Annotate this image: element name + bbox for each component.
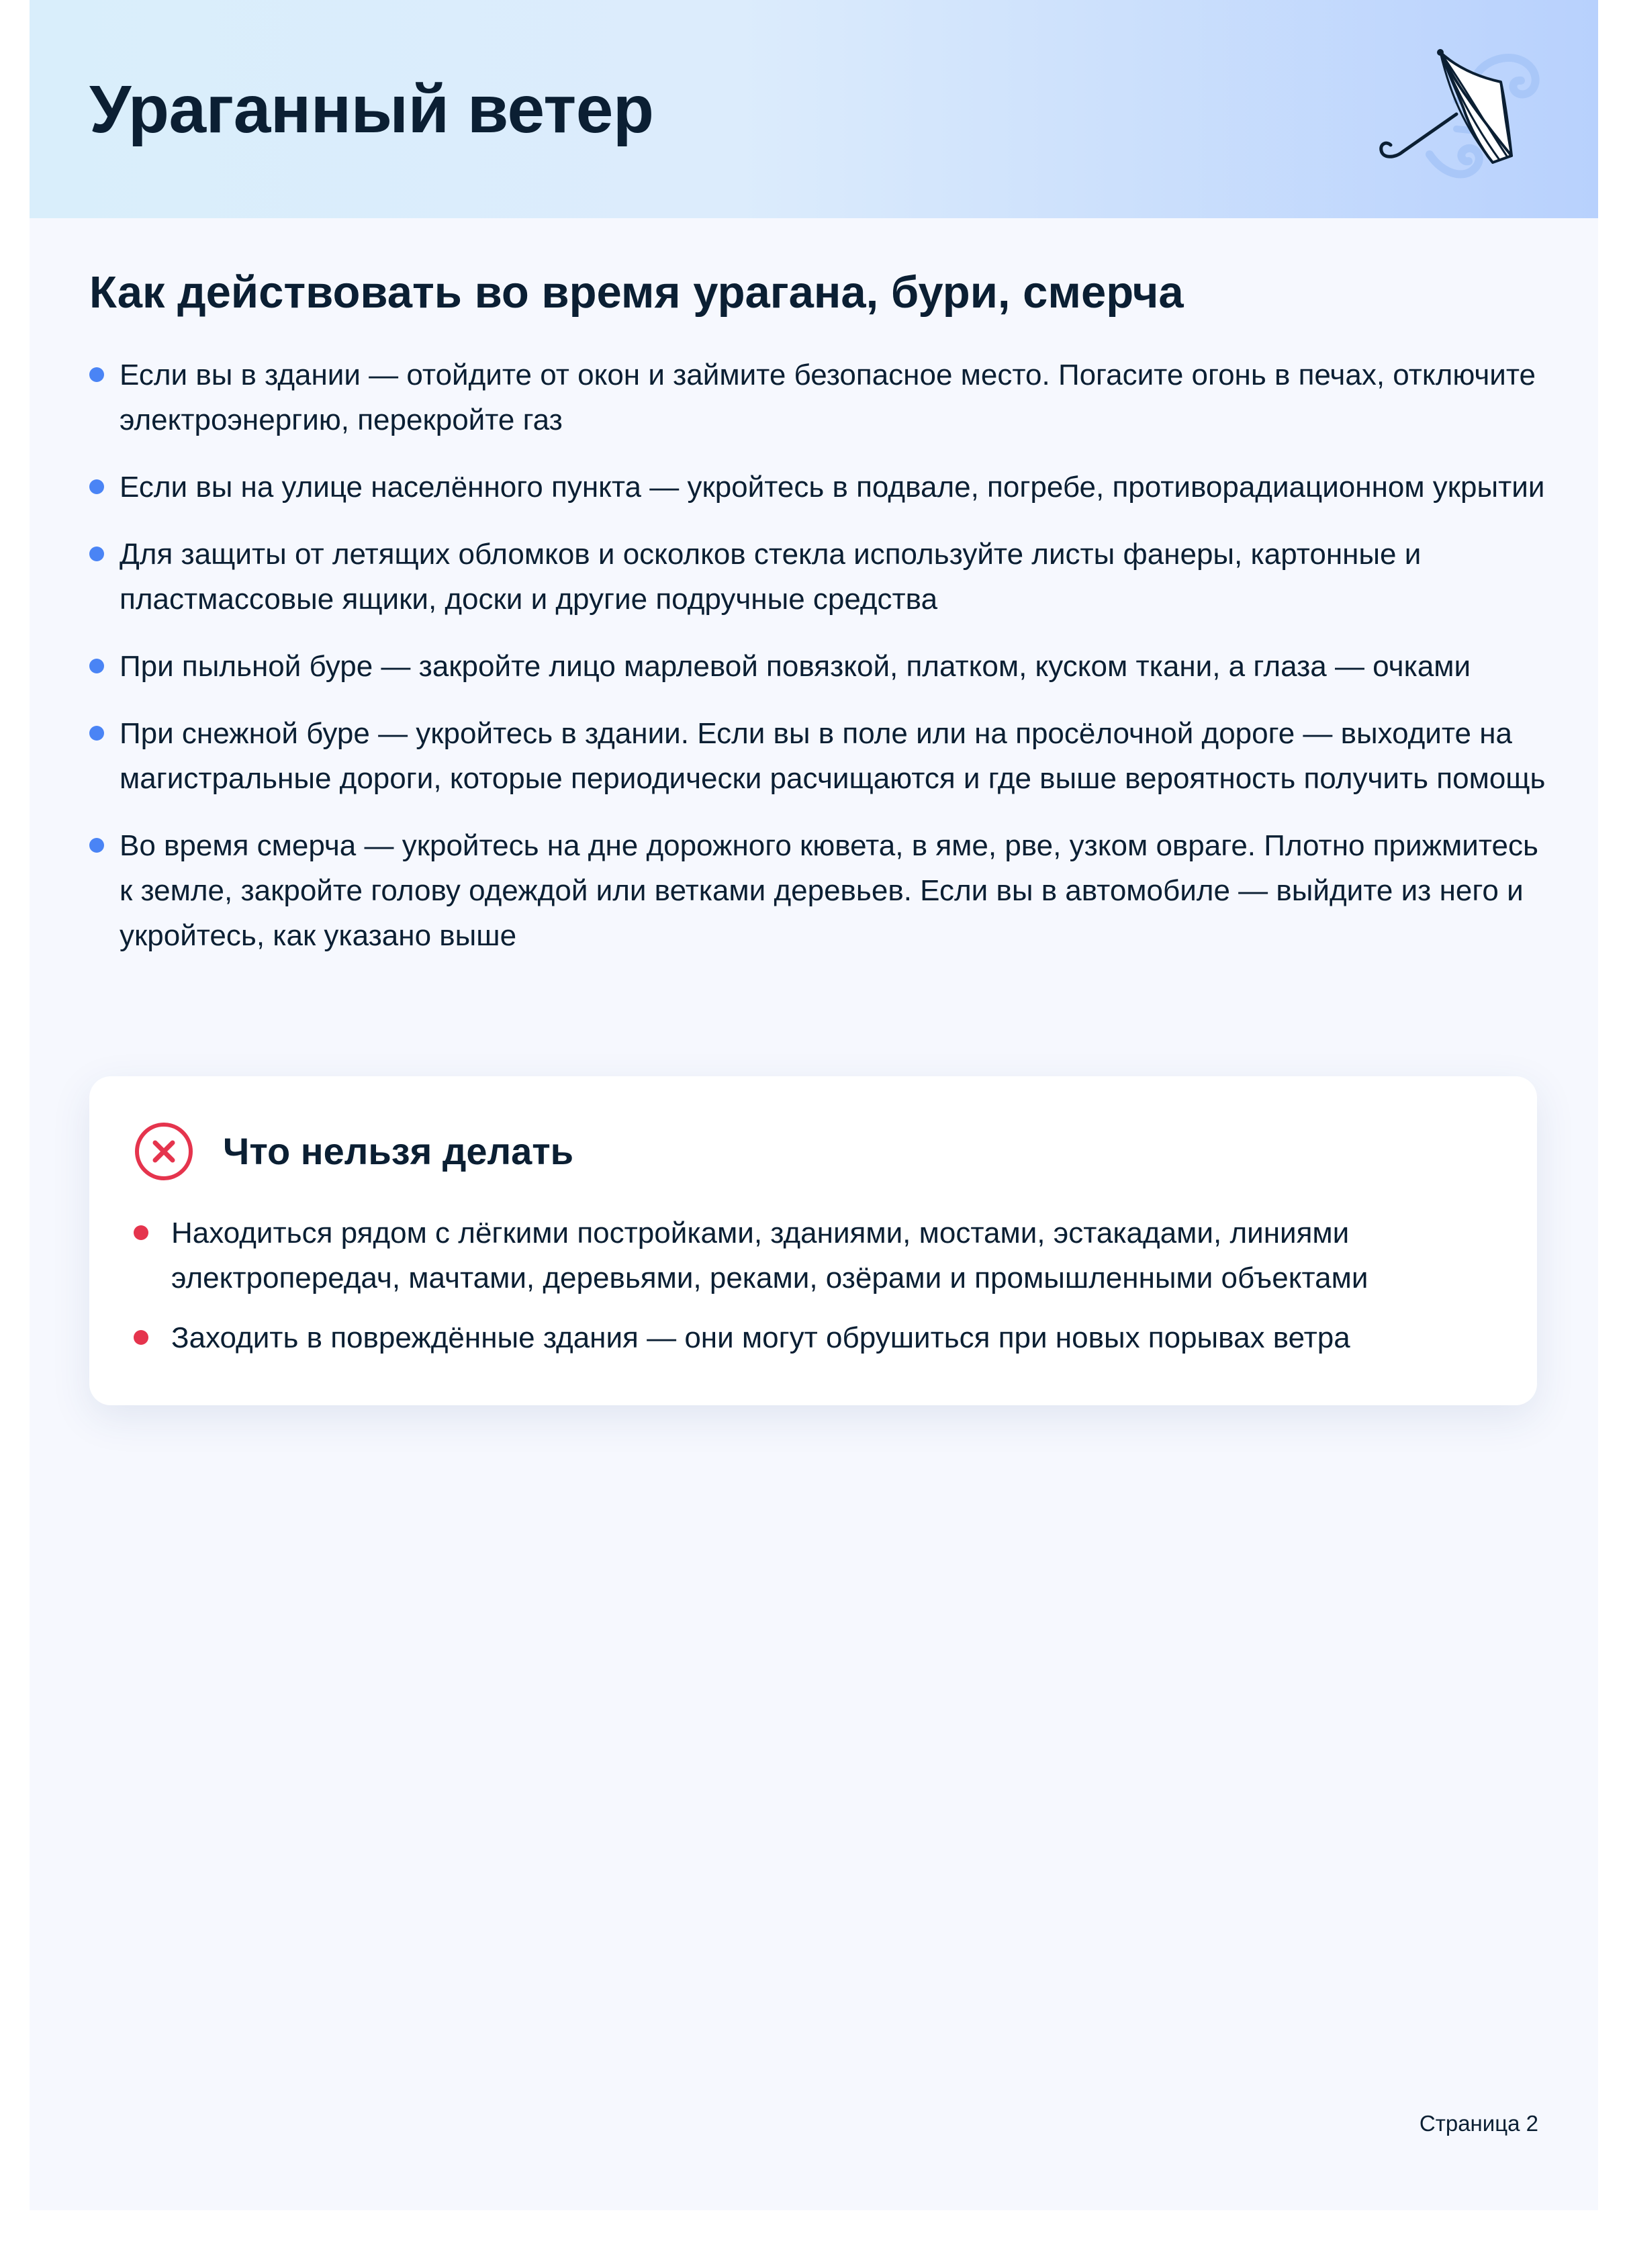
umbrella-in-wind-icon <box>1356 20 1571 195</box>
bullet-icon <box>89 659 104 673</box>
list-item <box>89 823 1553 958</box>
list-item <box>134 1211 1503 1301</box>
list-item-text: Находиться рядом с лёгкими постройками, зданиями, мостами, эстакадами, линиями электропередач, мачтами, деревьями, реками, озёрами и промышленными объектами <box>171 1217 1368 1294</box>
bullet-icon <box>89 838 104 853</box>
list-item <box>89 532 1553 622</box>
list-item <box>134 1315 1503 1360</box>
bullet-icon <box>89 726 104 741</box>
list-item <box>89 465 1553 510</box>
section-title: Как действовать во время урагана, бури, смерча <box>89 267 1184 318</box>
list-item-text: Заходить в повреждённые здания — они могут обрушиться при новых порывах ветра <box>171 1321 1350 1354</box>
list-item <box>89 352 1553 442</box>
list-item <box>89 644 1553 689</box>
list-item-text: При пыльной буре — закройте лицо марлевой повязкой, платком, куском ткани, а глаза — очками <box>120 650 1471 683</box>
bullet-icon <box>134 1225 148 1240</box>
bullet-icon <box>134 1330 148 1345</box>
page-title: Ураганный ветер <box>89 72 654 147</box>
actions-list <box>89 352 1553 980</box>
bullet-icon <box>89 547 104 561</box>
list-item-text: Если вы на улице населённого пункта — укройтесь в подвале, погребе, противорадиационном укрытии <box>120 471 1545 504</box>
list-item-text: При снежной буре — укройтесь в здании. Если вы в поле или на просёлочной дороге — выходите на магистральные дороги, которые периодически расчищаются и где выше вероятность получить помощь <box>120 717 1546 795</box>
prohibitions-list <box>134 1211 1503 1375</box>
bullet-icon <box>89 479 104 494</box>
bullet-icon <box>89 367 104 382</box>
list-item-text: Для защиты от летящих обломков и осколков стекла используйте листы фанеры, картонные и пластмассовые ящики, доски и другие подручные средства <box>120 538 1422 616</box>
list-item-text: Если вы в здании — отойдите от окон и займите безопасное место. Погасите огонь в печах, отключите электроэнергию, перекройте газ <box>120 359 1536 436</box>
prohibitions-card <box>89 1076 1537 1405</box>
page-header <box>30 0 1598 218</box>
list-item-text: Во время смерча — укройтесь на дне дорожного кювета, в яме, рве, узком овраге. Плотно прижмитесь к земле, закройте голову одеждой или ветками деревьев. Если вы в автомобиле — выйдите из него и укройтесь, как указано выше <box>120 829 1538 952</box>
page <box>30 0 1598 2210</box>
card-title: Что нельзя делать <box>223 1130 574 1172</box>
list-item <box>89 711 1553 801</box>
cross-circle-icon <box>134 1121 194 1182</box>
page-number: Страница 2 <box>1419 2111 1538 2136</box>
